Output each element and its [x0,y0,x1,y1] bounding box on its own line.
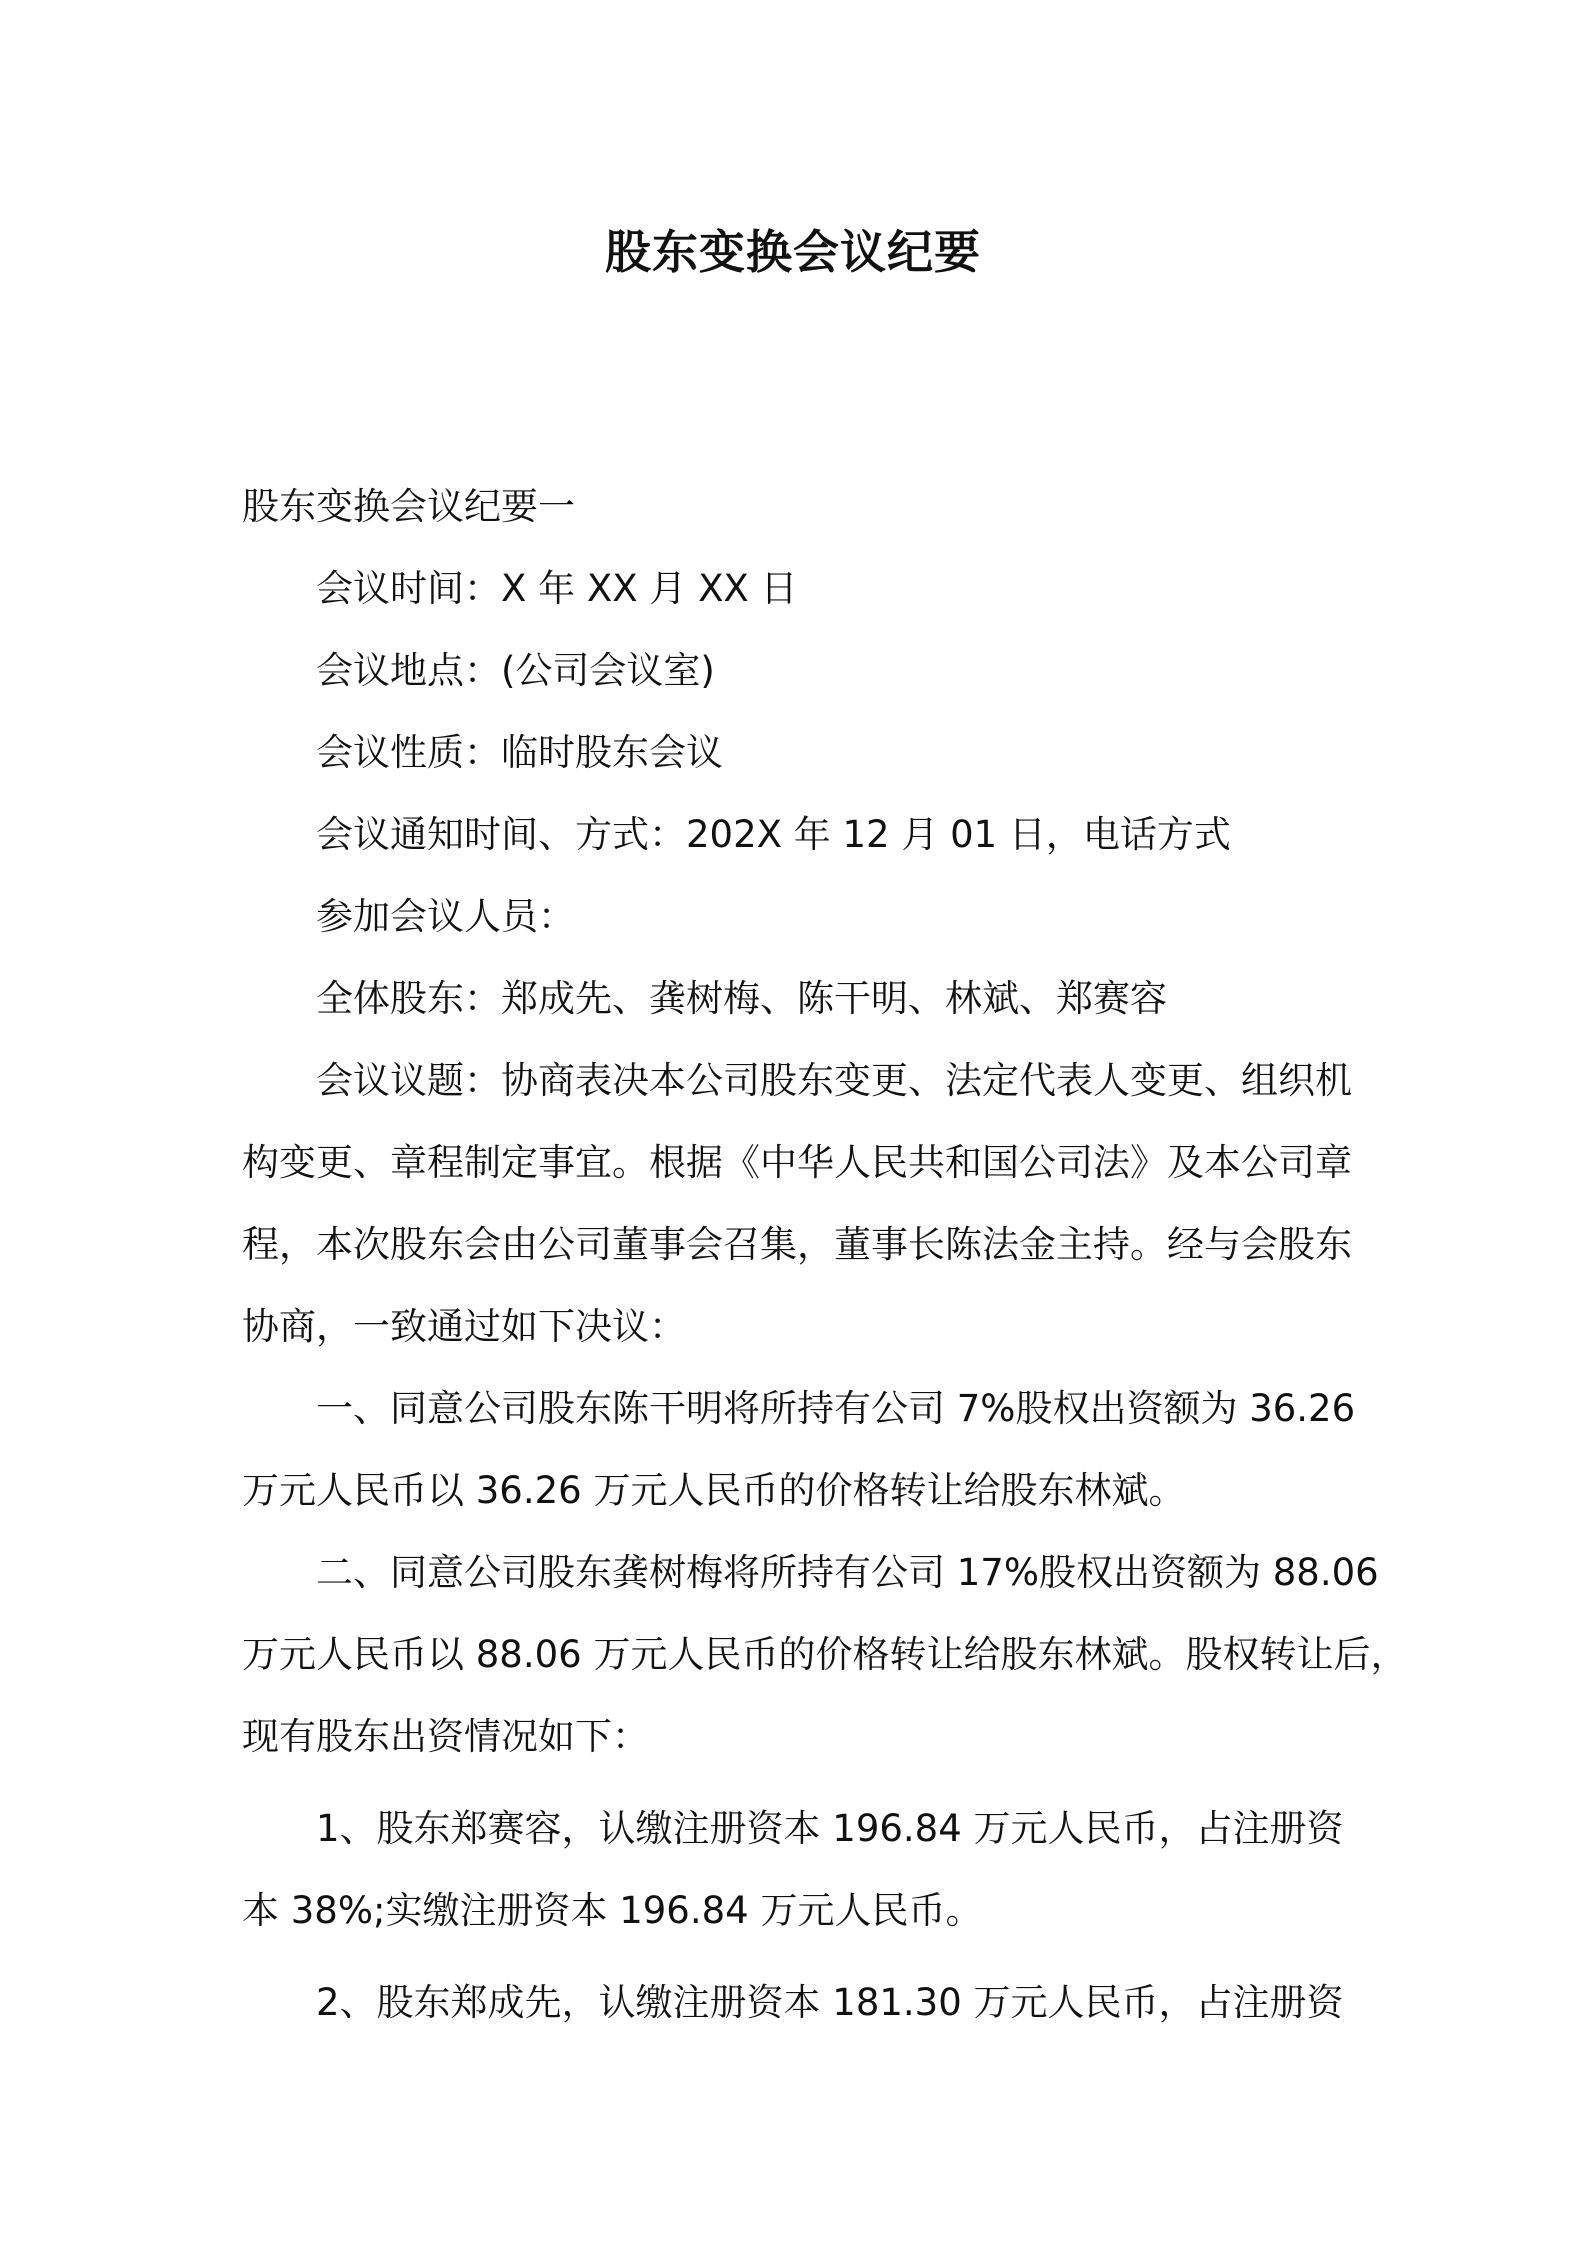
resolution-two-line: 万元人民币以 88.06 万元人民币的价格转让给股东林斌。股权转让后， [242,1633,1408,1676]
meeting-time: 会议时间：X 年 XX 月 XX 日 [316,567,798,610]
meeting-nature: 会议性质：临时股东会议 [316,731,723,774]
resolution-one-line: 万元人民币以 36.26 万元人民币的价格转让给股东林斌。 [242,1469,1186,1512]
section-heading: 股东变换会议纪要一 [242,485,575,528]
shareholders-list: 全体股东：郑成先、龚树梅、陈干明、林斌、郑赛容 [316,977,1167,1020]
agenda-paragraph-line: 会议议题：协商表决本公司股东变更、法定代表人变更、组织机 [316,1059,1352,1102]
meeting-location: 会议地点：(公司会议室) [316,649,715,692]
agenda-paragraph-line: 协商，一致通过如下决议： [242,1305,686,1348]
resolution-two-line: 二、同意公司股东龚树梅将所持有公司 17%股权出资额为 88.06 [316,1551,1379,1594]
agenda-paragraph-line: 程，本次股东会由公司董事会召集，董事长陈法金主持。经与会股东 [242,1223,1352,1266]
attendees-heading: 参加会议人员： [316,895,575,938]
resolution-one-line: 一、同意公司股东陈干明将所持有公司 7%股权出资额为 36.26 [316,1387,1356,1430]
shareholder-item-line: 2、股东郑成先，认缴注册资本 181.30 万元人民币，占注册资 [316,1981,1344,2024]
document-title: 股东变换会议纪要 [605,225,981,279]
shareholder-item-line: 本 38%;实缴注册资本 196.84 万元人民币。 [242,1889,983,1932]
resolution-two-line: 现有股东出资情况如下： [242,1715,649,1758]
agenda-paragraph-line: 构变更、章程制定事宜。根据《中华人民共和国公司法》及本公司章 [242,1141,1352,1184]
meeting-notice: 会议通知时间、方式：202X 年 12 月 01 日，电话方式 [316,813,1231,856]
shareholder-item-line: 1、股东郑赛容，认缴注册资本 196.84 万元人民币，占注册资 [316,1807,1344,1850]
